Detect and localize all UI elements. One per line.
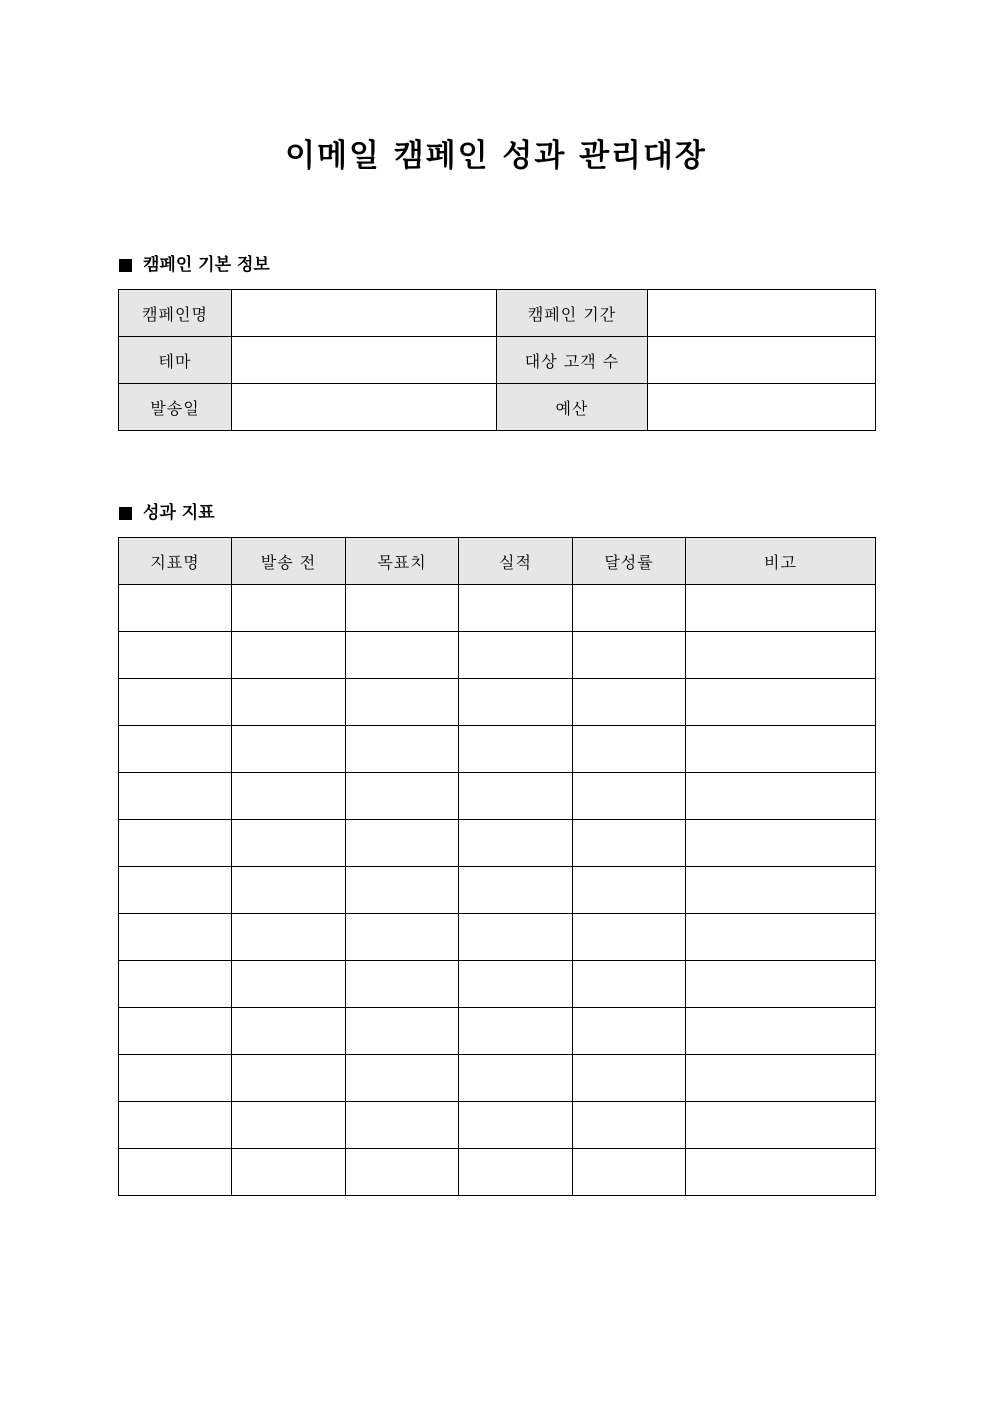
remarks-cell[interactable] [686, 585, 876, 632]
target-customers-field[interactable] [648, 337, 876, 384]
table-row [119, 1149, 876, 1196]
metric-name-cell[interactable] [119, 820, 232, 867]
metric-name-cell[interactable] [119, 1102, 232, 1149]
achievement-rate-cell[interactable] [573, 679, 686, 726]
remarks-cell[interactable] [686, 773, 876, 820]
target-cell[interactable] [346, 914, 459, 961]
target-cell[interactable] [346, 632, 459, 679]
target-cell[interactable] [346, 1149, 459, 1196]
target-cell[interactable] [346, 726, 459, 773]
metric-name-cell[interactable] [119, 773, 232, 820]
table-row [119, 585, 876, 632]
actual-cell[interactable] [459, 820, 573, 867]
metric-name-cell[interactable] [119, 914, 232, 961]
remarks-cell[interactable] [686, 726, 876, 773]
theme-field[interactable] [232, 337, 497, 384]
campaign-name-label: 캠페인명 [119, 290, 232, 337]
before-send-cell[interactable] [232, 1008, 346, 1055]
table-row [119, 384, 876, 431]
actual-cell[interactable] [459, 1149, 573, 1196]
actual-cell[interactable] [459, 773, 573, 820]
theme-label: 테마 [119, 337, 232, 384]
header-target: 목표치 [346, 538, 459, 585]
target-cell[interactable] [346, 1102, 459, 1149]
actual-cell[interactable] [459, 679, 573, 726]
metric-name-cell[interactable] [119, 867, 232, 914]
metric-name-cell[interactable] [119, 679, 232, 726]
remarks-cell[interactable] [686, 632, 876, 679]
achievement-rate-cell[interactable] [573, 1055, 686, 1102]
target-cell[interactable] [346, 820, 459, 867]
section-metrics-heading [119, 502, 215, 524]
send-date-field[interactable] [232, 384, 497, 431]
metrics-header-row [119, 538, 876, 585]
header-achievement-rate: 달성률 [573, 538, 686, 585]
actual-cell[interactable] [459, 867, 573, 914]
metric-name-cell[interactable] [119, 585, 232, 632]
remarks-cell[interactable] [686, 1008, 876, 1055]
budget-field[interactable] [648, 384, 876, 431]
achievement-rate-cell[interactable] [573, 585, 686, 632]
campaign-period-field[interactable] [648, 290, 876, 337]
before-send-cell[interactable] [232, 679, 346, 726]
target-cell[interactable] [346, 1055, 459, 1102]
before-send-cell[interactable] [232, 726, 346, 773]
target-cell[interactable] [346, 679, 459, 726]
header-metric-name: 지표명 [119, 538, 232, 585]
metric-name-cell[interactable] [119, 1008, 232, 1055]
remarks-cell[interactable] [686, 1149, 876, 1196]
before-send-cell[interactable] [232, 914, 346, 961]
before-send-cell[interactable] [232, 961, 346, 1008]
target-customers-label: 대상 고객 수 [497, 337, 648, 384]
target-cell[interactable] [346, 867, 459, 914]
actual-cell[interactable] [459, 1102, 573, 1149]
before-send-cell[interactable] [232, 1055, 346, 1102]
remarks-cell[interactable] [686, 820, 876, 867]
achievement-rate-cell[interactable] [573, 1008, 686, 1055]
achievement-rate-cell[interactable] [573, 1149, 686, 1196]
remarks-cell[interactable] [686, 961, 876, 1008]
table-row [119, 820, 876, 867]
table-row [119, 632, 876, 679]
remarks-cell[interactable] [686, 679, 876, 726]
budget-label: 예산 [497, 384, 648, 431]
achievement-rate-cell[interactable] [573, 867, 686, 914]
actual-cell[interactable] [459, 914, 573, 961]
table-row [119, 914, 876, 961]
header-before-send: 발송 전 [232, 538, 346, 585]
square-bullet-icon [119, 259, 132, 272]
header-remarks: 비고 [686, 538, 876, 585]
metric-name-cell[interactable] [119, 726, 232, 773]
actual-cell[interactable] [459, 1055, 573, 1102]
table-row [119, 961, 876, 1008]
achievement-rate-cell[interactable] [573, 961, 686, 1008]
actual-cell[interactable] [459, 1008, 573, 1055]
section-basic-info-heading [119, 254, 270, 276]
table-row [119, 1008, 876, 1055]
metric-name-cell[interactable] [119, 1149, 232, 1196]
page-title: 이메일 캠페인 성과 관리대장 [285, 138, 707, 174]
before-send-cell[interactable] [232, 820, 346, 867]
header-actual: 실적 [459, 538, 573, 585]
before-send-cell[interactable] [232, 867, 346, 914]
metrics-table [118, 537, 876, 1196]
before-send-cell[interactable] [232, 632, 346, 679]
achievement-rate-cell[interactable] [573, 632, 686, 679]
metrics-table-body [119, 585, 876, 1196]
target-cell[interactable] [346, 1008, 459, 1055]
table-row [119, 867, 876, 914]
target-cell[interactable] [346, 961, 459, 1008]
actual-cell[interactable] [459, 585, 573, 632]
achievement-rate-cell[interactable] [573, 726, 686, 773]
metric-name-cell[interactable] [119, 1055, 232, 1102]
table-row [119, 773, 876, 820]
before-send-cell[interactable] [232, 1102, 346, 1149]
achievement-rate-cell[interactable] [573, 773, 686, 820]
basic-info-table [118, 289, 876, 431]
achievement-rate-cell[interactable] [573, 914, 686, 961]
square-bullet-icon [119, 507, 132, 520]
target-cell[interactable] [346, 773, 459, 820]
campaign-period-label: 캠페인 기간 [497, 290, 648, 337]
actual-cell[interactable] [459, 726, 573, 773]
remarks-cell[interactable] [686, 914, 876, 961]
table-row [119, 726, 876, 773]
campaign-name-field[interactable] [232, 290, 497, 337]
target-cell[interactable] [346, 585, 459, 632]
table-row [119, 1055, 876, 1102]
actual-cell[interactable] [459, 961, 573, 1008]
remarks-cell[interactable] [686, 867, 876, 914]
section-metrics-label: 성과 지표 [143, 503, 215, 523]
before-send-cell[interactable] [232, 585, 346, 632]
metric-name-cell[interactable] [119, 961, 232, 1008]
remarks-cell[interactable] [686, 1102, 876, 1149]
section-basic-info-label: 캠페인 기본 정보 [143, 255, 270, 275]
remarks-cell[interactable] [686, 1055, 876, 1102]
achievement-rate-cell[interactable] [573, 1102, 686, 1149]
table-row [119, 1102, 876, 1149]
table-row [119, 290, 876, 337]
achievement-rate-cell[interactable] [573, 820, 686, 867]
actual-cell[interactable] [459, 632, 573, 679]
metric-name-cell[interactable] [119, 632, 232, 679]
table-row [119, 679, 876, 726]
table-row [119, 337, 876, 384]
before-send-cell[interactable] [232, 773, 346, 820]
send-date-label: 발송일 [119, 384, 232, 431]
before-send-cell[interactable] [232, 1149, 346, 1196]
